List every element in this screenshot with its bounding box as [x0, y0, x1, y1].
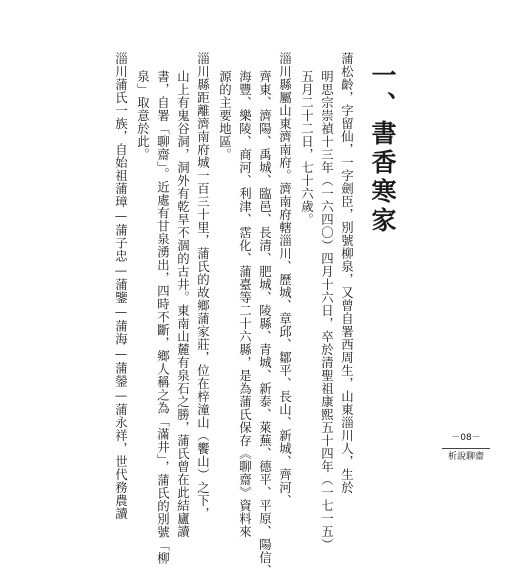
text-column-10: 書，自署「聊齋」。近處有甘泉湧出，四時不斷，鄉人稱之為「滿井」，蒲氏的別號「柳 — [155, 70, 171, 565]
text-column-8: 淄川縣距離濟南府城一百三十里，蒲氏的故鄉蒲家莊，位在梓潼山（饗山）之下， — [195, 52, 211, 520]
section-heading: 一、書香寒家 — [368, 62, 397, 236]
text-column-7: 源的主要地區。 — [217, 70, 233, 161]
text-column-4: 淄川縣屬山東濟南府。濟南府轄淄川、歷城、章邱、鄒平、長山、新城、齊河、 — [277, 52, 293, 507]
text-column-11: 泉」取意於此。 — [135, 70, 151, 161]
page-footer — [436, 432, 496, 464]
text-column-1: 蒲松齡，字留仙，一字劍臣，別號柳泉，又曾自署西周生，山東淄川人，生於 — [339, 52, 355, 494]
text-column-9: 山上有鬼谷洞，洞外有乾旱不涸的古井。東南山麓有泉石之勝，蒲氏曾在此結廬讀 — [175, 70, 191, 538]
text-column-3: 五月二十二日，七十六歲。 — [299, 70, 315, 226]
footer-rule — [442, 448, 490, 449]
text-column-12: 淄川蒲氏一族，自始祖蒲璋—蒲子忠—蒲鑒—蒲海—蒲鎣—蒲永祥，世代務農讀 — [113, 52, 129, 520]
page-number: －08－ — [451, 433, 481, 443]
book-title: 析說聊齋 — [447, 452, 484, 462]
text-column-2: 明思宗崇禎十三年（一六四〇）四月十六日，卒於清聖祖康熙五十四年（一七一五） — [319, 70, 335, 551]
text-column-6: 海豐、樂陵、商河、利津、霑化、蒲臺等二十六縣，是為蒲氏保存《聊齋》資料來 — [237, 70, 253, 538]
text-column-5: 齊東、濟陽、禹城、臨邑、長清、肥城、陵縣、青城、新泰、萊蕪、德平、平原、陽信、 — [257, 70, 273, 577]
